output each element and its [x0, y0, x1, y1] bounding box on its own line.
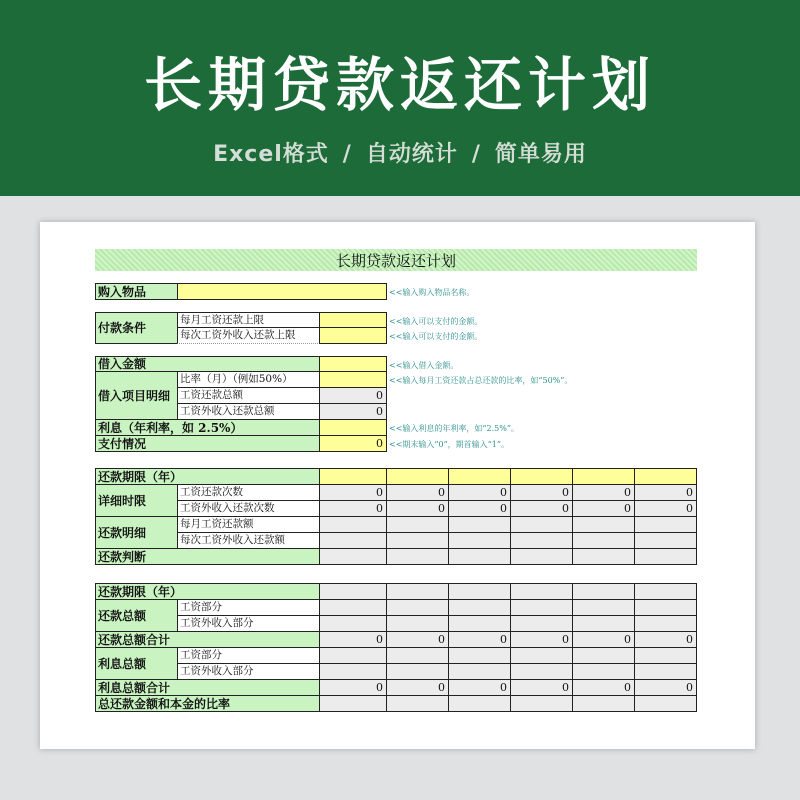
total-salary-part-label: 工资部分 [177, 599, 320, 616]
monthly-salary-limit-label: 每月工资还款上限 [177, 312, 320, 328]
salary-repay-count-cell: 0 [572, 484, 635, 501]
interest-sum-label: 利息总额合计 [95, 679, 320, 696]
s2-period-year-5[interactable] [572, 468, 635, 485]
tag-easy-use: 简单易用 [494, 142, 587, 167]
extra-income-limit-input[interactable] [319, 327, 387, 344]
tag-separator: / [342, 142, 352, 167]
table-cell [510, 647, 573, 664]
tag-separator: / [471, 142, 481, 167]
table-cell [572, 615, 635, 632]
salary-repay-count-cell: 0 [634, 484, 697, 501]
table-cell [386, 615, 449, 632]
total-repay-sum-cell: 0 [634, 631, 697, 648]
extra-repay-count-cell: 0 [634, 500, 697, 517]
table-cell [319, 548, 387, 565]
monthly-ratio-input[interactable] [319, 371, 387, 388]
table-cell [448, 615, 511, 632]
table-cell [448, 532, 511, 549]
purchase-label: 购入物品 [95, 283, 178, 300]
detail-period-label: 详细时限 [95, 484, 178, 517]
monthly-salary-limit-input[interactable] [319, 312, 387, 328]
table-cell [319, 695, 387, 712]
table-cell [448, 516, 511, 533]
s2-period-year-4[interactable] [510, 468, 573, 485]
salary-repay-count-cell: 0 [386, 484, 449, 501]
interest-sum-cell: 0 [634, 679, 697, 696]
payment-status-input[interactable]: 0 [319, 435, 387, 452]
extra-repay-count-cell: 0 [572, 500, 635, 517]
s2-period-year-1[interactable] [319, 468, 387, 485]
table-cell [319, 647, 387, 664]
interest-sum-cell: 0 [572, 679, 635, 696]
table-cell [319, 516, 387, 533]
spreadsheet [40, 222, 755, 749]
extra-repay-count-label: 工资外收入还款次数 [177, 500, 320, 517]
repay-detail-label: 还款明细 [95, 516, 178, 549]
extra-repay-count-cell: 0 [448, 500, 511, 517]
table-cell [448, 583, 511, 600]
table-cell [510, 599, 573, 616]
total-repay-sum-cell: 0 [510, 631, 573, 648]
ratio-label: 总还款金额和本金的比率 [95, 695, 320, 712]
table-cell [634, 647, 697, 664]
table-cell [634, 532, 697, 549]
extra-repay-total-label: 工资外收入还款总额 [177, 403, 320, 420]
table-cell [386, 532, 449, 549]
repay-judge-label: 还款判断 [95, 548, 320, 565]
table-cell [448, 548, 511, 565]
interest-total-label: 利息总额 [95, 647, 178, 680]
monthly-salary-limit-note: <<输入可以支付的金额。 [389, 317, 483, 326]
salary-repay-count-cell: 0 [319, 484, 387, 501]
table-cell [319, 663, 387, 680]
table-cell [510, 695, 573, 712]
extra-repay-total-value: 0 [319, 403, 387, 420]
monthly-ratio-label: 比率（月）（例如50%） [177, 371, 320, 388]
interest-rate-note: <<输入利息的年利率，如“2.5%”。 [389, 424, 519, 433]
loan-amount-input[interactable] [319, 356, 387, 372]
table-cell [510, 548, 573, 565]
table-cell [634, 516, 697, 533]
extra-income-limit-note: <<输入可以支付的金额。 [389, 332, 483, 341]
total-repay-sum-cell: 0 [386, 631, 449, 648]
purchase-input[interactable] [177, 283, 387, 300]
interest-sum-cell: 0 [386, 679, 449, 696]
table-cell [634, 583, 697, 600]
total-repay-sum-cell: 0 [319, 631, 387, 648]
table-cell [572, 583, 635, 600]
interest-rate-label: 利息（年利率，如 2.5%） [95, 419, 320, 436]
table-cell [634, 663, 697, 680]
tag-excel-format: Excel格式 [213, 142, 329, 167]
s2-period-label: 还款期限（年） [95, 468, 320, 485]
table-cell [634, 695, 697, 712]
total-repay-sum-label: 还款总额合计 [95, 631, 320, 648]
total-repay-label: 还款总额 [95, 599, 178, 632]
interest-sum-cell: 0 [319, 679, 387, 696]
loan-amount-note: <<输入借入金额。 [389, 361, 459, 370]
table-cell [634, 615, 697, 632]
s2-period-year-2[interactable] [386, 468, 449, 485]
table-cell [386, 663, 449, 680]
interest-sum-cell: 0 [510, 679, 573, 696]
sheet-title: 长期贷款返还计划 [95, 249, 697, 271]
purchase-note: <<输入购入物品名称。 [389, 288, 475, 297]
loan-amount-label: 借入金额 [95, 356, 320, 372]
extra-repay-count-cell: 0 [386, 500, 449, 517]
s3-period-label: 还款期限（年） [95, 583, 320, 600]
table-cell [572, 663, 635, 680]
total-extra-part-label: 工资外收入部分 [177, 615, 320, 632]
extra-repay-count-cell: 0 [510, 500, 573, 517]
table-cell [510, 583, 573, 600]
table-cell [572, 647, 635, 664]
table-cell [386, 516, 449, 533]
table-cell [510, 663, 573, 680]
salary-repay-count-label: 工资还款次数 [177, 484, 320, 501]
table-cell [572, 695, 635, 712]
banner-title: 长期贷款返还计划 [143, 51, 656, 119]
table-cell [572, 599, 635, 616]
banner-tagline [0, 137, 800, 168]
table-cell [386, 548, 449, 565]
table-cell [319, 532, 387, 549]
table-cell [319, 583, 387, 600]
interest-salary-part-label: 工资部分 [177, 647, 320, 664]
salary-repay-total-value: 0 [319, 387, 387, 404]
interest-extra-part-label: 工资外收入部分 [177, 663, 320, 680]
table-cell [448, 695, 511, 712]
total-repay-sum-cell: 0 [448, 631, 511, 648]
table-cell [386, 647, 449, 664]
table-cell [319, 615, 387, 632]
loan-detail-label: 借入项目明细 [95, 371, 178, 420]
extra-repay-count-cell: 0 [319, 500, 387, 517]
monthly-salary-repay-label: 每月工资还款额 [177, 516, 320, 533]
table-cell [572, 516, 635, 533]
extra-income-limit-label: 每次工资外收入还款上限 [177, 327, 320, 344]
table-cell [319, 599, 387, 616]
salary-repay-count-cell: 0 [448, 484, 511, 501]
table-cell [510, 615, 573, 632]
table-cell [634, 548, 697, 565]
s2-period-year-3[interactable] [448, 468, 511, 485]
table-cell [510, 516, 573, 533]
s2-period-year-6[interactable] [634, 468, 697, 485]
table-cell [510, 532, 573, 549]
table-cell [572, 532, 635, 549]
payment-status-label: 支付情况 [95, 435, 320, 452]
table-cell [448, 599, 511, 616]
payment-status-note: <<期末输入“0”，期首输入“1”。 [389, 440, 509, 449]
tag-auto-stats: 自动统计 [365, 142, 458, 167]
extra-income-repay-label: 每次工资外收入还款额 [177, 532, 320, 549]
payment-terms-label: 付款条件 [95, 312, 178, 344]
interest-rate-input[interactable] [319, 419, 387, 436]
table-cell [572, 548, 635, 565]
table-cell [448, 647, 511, 664]
salary-repay-total-label: 工资还款总额 [177, 387, 320, 404]
salary-repay-count-cell: 0 [510, 484, 573, 501]
table-cell [386, 695, 449, 712]
table-cell [386, 583, 449, 600]
interest-sum-cell: 0 [448, 679, 511, 696]
total-repay-sum-cell: 0 [572, 631, 635, 648]
monthly-ratio-note: <<输入每月工资还款占总还款的比率，如“50%”。 [389, 376, 573, 385]
table-cell [634, 599, 697, 616]
table-cell [448, 663, 511, 680]
header-banner [0, 0, 800, 196]
table-cell [386, 599, 449, 616]
